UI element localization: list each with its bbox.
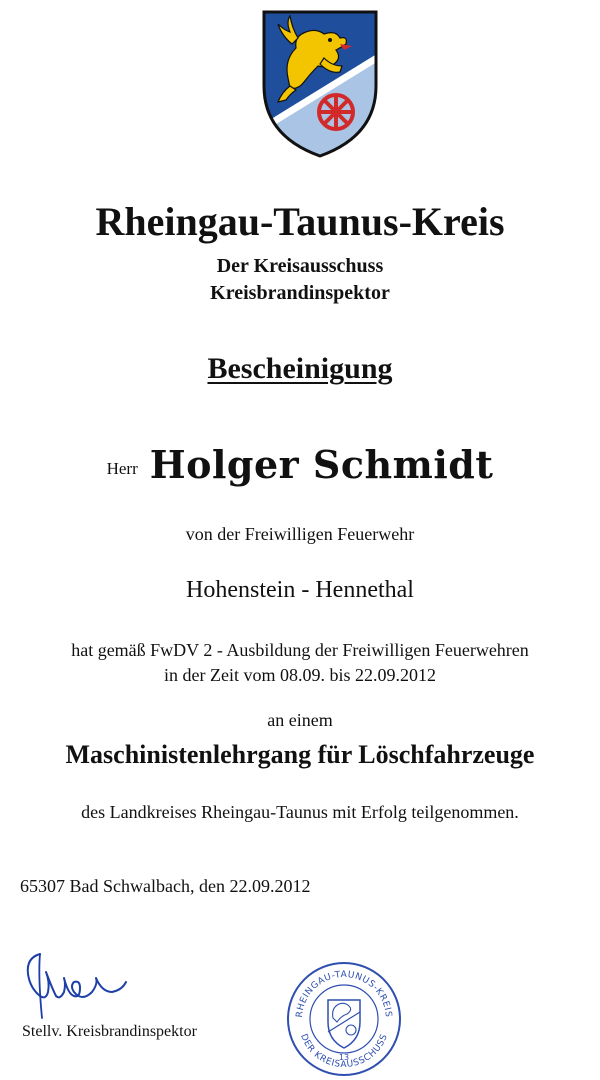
body-text-line-4: des Landkreises Rheingau-Taunus mit Erfolg teilgenommen.: [81, 802, 519, 822]
signature-icon: [22, 948, 132, 1020]
place-and-date: 65307 Bad Schwalbach, den 22.09.2012: [20, 876, 311, 896]
signer-title: Stellv. Kreisbrandinspektor: [22, 1023, 197, 1040]
stamp-text-top: RHEINGAU-TAUNUS-KREIS: [294, 969, 394, 1019]
recipient-name: Holger Schmidt: [149, 442, 494, 487]
body-text-line-2: in der Zeit vom 08.09. bis 22.09.2012: [164, 665, 436, 685]
svg-text:RHEINGAU-TAUNUS-KREIS: [295, 970, 393, 1018]
document-title: Bescheinigung: [207, 352, 393, 385]
place-name: Hohenstein - Hennethal: [186, 577, 414, 603]
stamp-text-bottom: DER KREISAUSSCHUSS: [298, 1032, 390, 1071]
coat-of-arms-icon: [260, 8, 380, 160]
office-subheading: Kreisbrandinspektor: [210, 282, 390, 304]
recipient-line: [0, 442, 600, 487]
authority-heading: Rheingau-Taunus-Kreis: [95, 199, 505, 244]
stamp-number: 13: [338, 1053, 350, 1062]
salutation: Herr: [106, 459, 138, 478]
body-text-line-3: an einem: [267, 710, 333, 730]
fire-brigade-line: von der Freiwilligen Feuerwehr: [185, 524, 415, 544]
official-stamp-icon: [285, 960, 403, 1078]
body-text-line-1: hat gemäß FwDV 2 - Ausbildung der Freiwilligen Feuerwehren: [71, 640, 529, 660]
course-name: Maschinistenlehrgang für Löschfahrzeuge: [65, 740, 535, 769]
committee-subheading: Der Kreisausschuss: [216, 255, 384, 277]
